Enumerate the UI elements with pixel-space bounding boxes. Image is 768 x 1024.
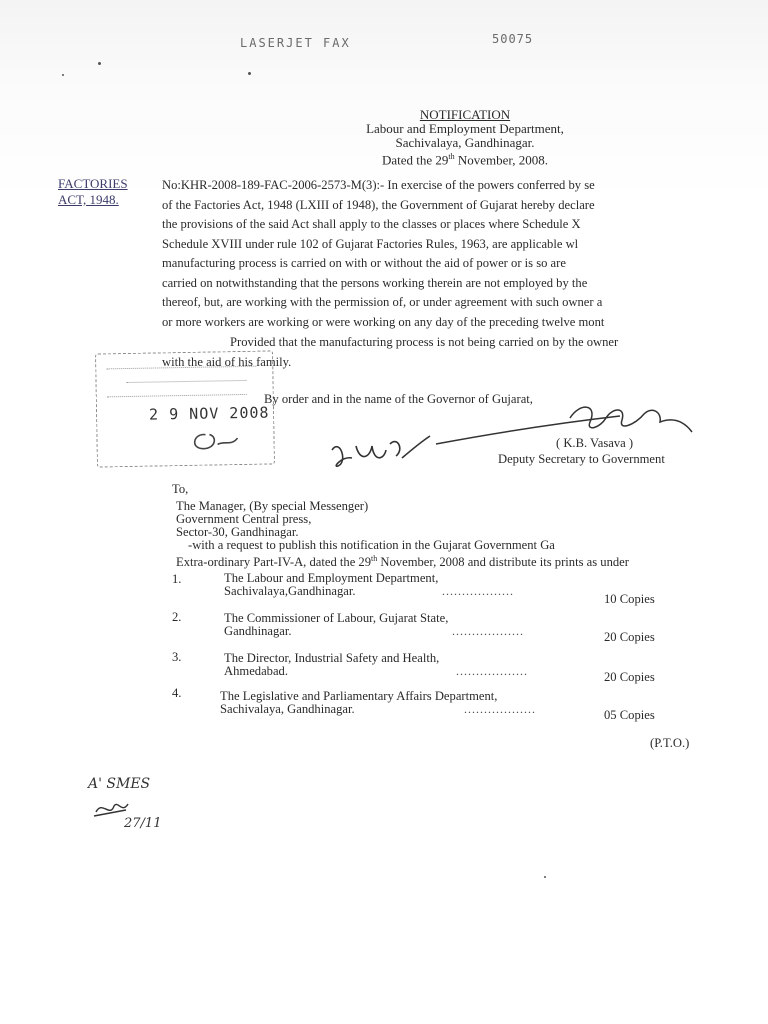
scan-speck	[544, 876, 546, 878]
distribution-copies: 20 Copies	[604, 670, 655, 684]
notification-heading	[300, 108, 630, 167]
recipient-line: -with a request to publish this notification in the Gujarat Government Ga	[188, 539, 555, 552]
body-line: thereof, but, are working with the permission of, or under agreement with such owner a	[162, 295, 603, 309]
scan-speck	[62, 74, 64, 76]
stamp-text-line	[126, 372, 246, 383]
handwritten-date: 27/11	[124, 816, 162, 831]
stamp-text-line	[107, 386, 247, 397]
recipient-line: Sector-30, Gandhinagar.	[176, 526, 299, 539]
received-stamp	[95, 350, 275, 467]
distribution-number: 2.	[172, 610, 182, 624]
distribution-copies: 10 Copies	[604, 592, 655, 606]
initial-signature	[326, 432, 436, 482]
recipient-line: The Manager, (By special Messenger)	[176, 500, 369, 513]
body-line: or more workers are working or were working on any day of the preceding twelve mont	[162, 314, 605, 329]
proviso-line: with the aid of his family.	[162, 354, 292, 369]
body-line: carried on notwithstanding that the persons working therein are not employed by the	[162, 275, 588, 290]
body-line: of the Factories Act, 1948 (LXIII of 1948), the Government of Gujarat hereby declare	[162, 197, 595, 212]
distribution-leader: ..................	[464, 702, 536, 716]
department-address: Sachivalaya, Gandhinagar.	[395, 135, 535, 150]
signer-name: ( K.B. Vasava )	[556, 436, 634, 450]
notification-date: Dated the 29th November, 2008.	[381, 152, 548, 168]
distribution-number: 4.	[172, 686, 182, 700]
handwritten-note: A' SMES	[88, 776, 151, 792]
stamp-initials	[187, 426, 248, 457]
body-line: manufacturing process is carried on with or without the aid of power or is so are	[162, 256, 566, 270]
distribution-leader: ..................	[456, 664, 528, 678]
recipient-line: Extra-ordinary Part-IV-A, dated the 29th November, 2008 and distribute its prints as under	[176, 554, 629, 570]
order-line: By order and in the name of the Governor of Gujarat,	[264, 392, 533, 406]
scan-speck	[248, 72, 251, 75]
distribution-leader: ..................	[442, 584, 514, 598]
distribution-recipient: The Legislative and Parliamentary Affairs Department, Sachivalaya, Gandhinagar.	[220, 689, 498, 716]
proviso-line: Provided that the manufacturing process is not being carried on by the owner	[230, 335, 619, 349]
to-label: To,	[172, 482, 189, 496]
department-name: Labour and Employment Department,	[366, 121, 564, 136]
recipient-line: Government Central press,	[176, 513, 312, 526]
margin-reference-year: ACT, 1948.	[58, 192, 119, 207]
notification-title: NOTIFICATION	[419, 107, 511, 122]
distribution-copies: 05 Copies	[604, 708, 655, 722]
margin-reference-act: FACTORIES	[58, 176, 128, 191]
stamp-date: 2 9 NOV 2008	[148, 403, 270, 424]
body-line: Schedule XVIII under rule 102 of Gujarat Factories Rules, 1963, are applicable wl	[162, 236, 579, 251]
notification-body	[162, 176, 752, 332]
margin-reference	[58, 176, 128, 208]
distribution-copies: 20 Copies	[604, 630, 655, 644]
body-line: No:KHR-2008-189-FAC-2006-2573-M(3):- In exercise of the powers conferred by se	[162, 178, 595, 192]
scan-speck	[98, 62, 101, 65]
distribution-number: 3.	[172, 650, 182, 664]
distribution-number: 1.	[172, 572, 182, 586]
signer-title: Deputy Secretary to Government	[498, 452, 665, 466]
fax-header: LASERJET FAX	[240, 36, 351, 50]
fax-page-number: 50075	[492, 32, 534, 46]
recipient-address	[176, 500, 736, 569]
distribution-recipient: The Commissioner of Labour, Gujarat State, Gandhinagar.	[224, 611, 449, 638]
distribution-leader: ..................	[452, 624, 524, 638]
body-line: the provisions of the said Act shall apply to the classes or places where Schedule X	[162, 217, 581, 231]
distribution-recipient: The Director, Industrial Safety and Health, Ahmedabad.	[224, 651, 440, 678]
pto-marker: (P.T.O.)	[650, 736, 690, 750]
stamp-text-line	[106, 358, 256, 370]
distribution-recipient: The Labour and Employment Department, Sachivalaya,Gandhinagar.	[224, 571, 439, 598]
